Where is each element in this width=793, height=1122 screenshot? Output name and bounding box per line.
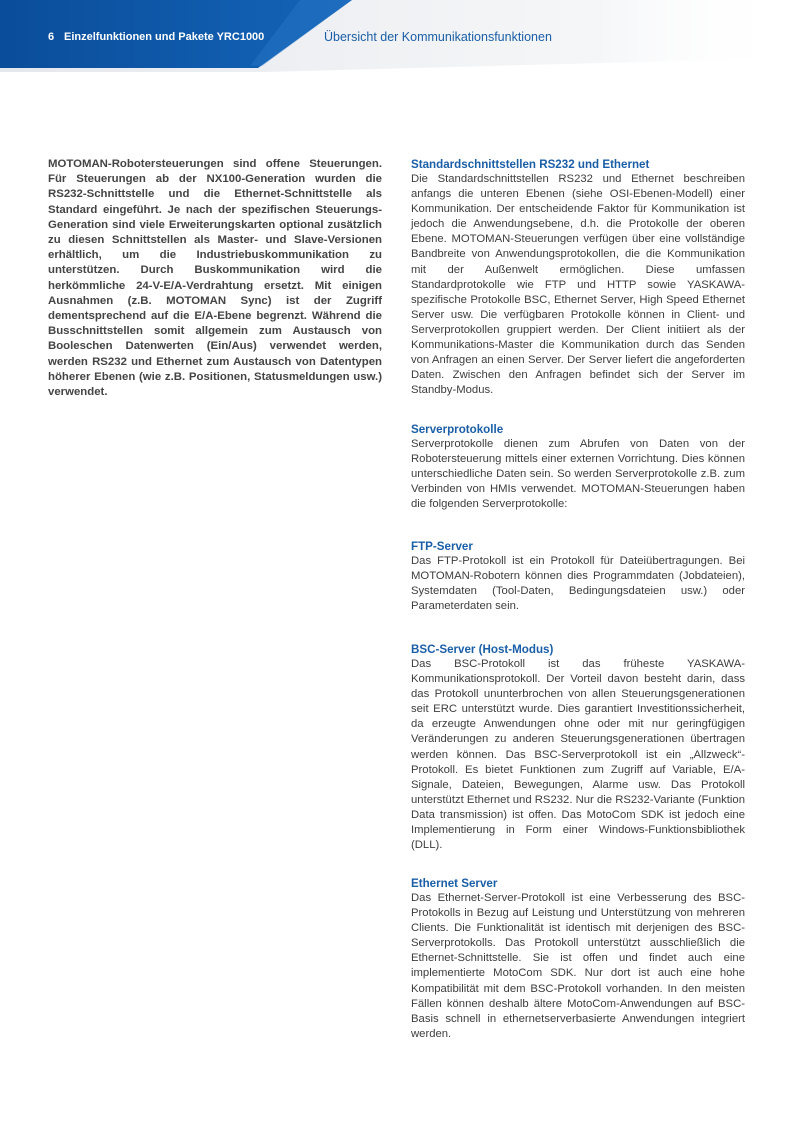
section-body: Das FTP-Protokoll ist ein Protokoll für Dateiübertragungen. Bei MOTOMAN-Robotern können dies Programmdaten (Jobdateien), Systemdaten (Tool-Daten, Bedingungsdateien usw.) oder Parameterdaten sein.	[411, 555, 745, 613]
section-standard-interfaces	[411, 157, 745, 398]
intro-paragraph: MOTOMAN-Robotersteuerungen sind offene Steuerungen. Für Steuerungen ab der NX100-Generation wurden die RS232-Schnittstelle und die Ethernet-Schnittstelle als Standard eingeführt. Je nach der spezifischen Steuerungs-Generation sind viele Erweiterungskarten optional zusätzlich zu diesen Schnittstellen als Master- und Slave-Versionen erhältlich, um die Industriebuskommunikation zu unterstützen. Durch Buskommunikation wird die herkömmliche 24-V-E/A-Verdrahtung ersetzt. Mit einigen Ausnahmen (z.B. MOTOMAN Sync) ist der Zugriff dementsprechend auf die E/A-Ebene begrenzt. Während die Busschnittstellen somit allgemein zum Austausch von Booleschen Datenwerten (Ein/Aus) verwendet werden, werden RS232 und Ethernet zum Austausch von Datentypen höherer Ebenen (wie z.B. Positionen, Statusmeldungen usw.) verwendet.	[48, 158, 382, 399]
section-body: Das Ethernet-Server-Protokoll ist eine Verbesserung des BSC-Protokolls in Bezug auf Leistung und Unterstützung von mehreren Clients. Die Funktionalität ist identisch mit derjenigen des BSC-Serverprotokolls. Das Protokoll unterstützt ausschließlich die Ethernet-Schnittstelle. Sie ist offen und findet auch eine implementierte MotoCom SDK. Nur dort ist auch eine hohe Kompatibilität mit dem BSC-Protokoll vorhanden. In den meisten Fällen können deshalb ältere MotoCom-Anwendungen auf BSC-Basis schnell in ethernetserverbasierte Anwendungen integriert werden.	[411, 892, 745, 1040]
page-header	[0, 0, 793, 72]
section-server-protocols	[411, 422, 745, 512]
section-heading: Serverprotokolle	[411, 423, 504, 436]
section-body: Das BSC-Protokoll ist das früheste YASKAWA-Kommunikationsprotokoll. Der Vorteil davon besteht darin, dass das Protokoll ununterbrochen von allen Steuerungsgenerationen seit ERC unterstützt wurde. Dies garantiert Investitionssicherheit, da erzeugte Anwendungen ohne oder mit nur geringfügigen Veränderungen zu anderen Steuerungsgenerationen übertragen werden können. Das BSC-Serverprotokoll ist ein „Allzweck“-Protokoll. Es bietet Funktionen zum Zugriff auf Variable, E/A-Signale, Dateien, Bewegungen, Alarme usw. Das Protokoll unterstützt Ethernet und RS232. Nur die RS232-Variante (Funktion Data transmission) ist offen. Das MotoCom SDK ist jedoch eine Implementierung in Form einer Windows-Funktionsbibliothek (DLL).	[411, 658, 745, 852]
section-body: Die Standardschnittstellen RS232 und Ethernet beschreiben anfangs die unteren Ebenen (siehe OSI-Ebenen-Modell) einer Kommunikation. Der entscheidende Faktor für Kommunikation ist jedoch die Anwendungsebene, d.h. die Protokolle der oberen Ebene. MOTOMAN-Steuerungen verfügen über eine vollständige Bandbreite von Anwendungsprotokollen, die die Kommunikation mit der Außenwelt ermöglichen. Diese umfassen Standardprotokolle wie FTP und HTTP sowie YASKAWA-spezifische Protokolle BSC, Ethernet Server, High Speed Ethernet Server usw. Die verfügbaren Protokolle können in Client- und Serverprotokollen gruppiert werden. Der Client initiiert als der Kommunikations-Master die Kommunikation durch das Senden von Anfragen an einen Server. Der Server liefert die angeforderten Daten. Zwischen den Anfragen befindet sich der Server im Standby-Modus.	[411, 173, 745, 397]
section-ftp-server	[411, 539, 745, 614]
section-heading: BSC-Server (Host-Modus)	[411, 643, 554, 656]
section-heading: Ethernet Server	[411, 877, 498, 890]
section-heading: Standardschnittstellen RS232 und Ethernet	[411, 158, 650, 171]
page-number: 6	[48, 31, 55, 43]
header-chapter-title: Übersicht der Kommunikationsfunktionen	[324, 30, 552, 44]
header-section-title: Einzelfunktionen und Pakete YRC1000	[64, 31, 265, 43]
section-bsc-server	[411, 642, 745, 853]
section-ethernet-server	[411, 876, 745, 1042]
section-heading: FTP-Server	[411, 540, 473, 553]
section-body: Serverprotokolle dienen zum Abrufen von Daten von der Robotersteuerung mittels einer externen Vorrichtung. Dies können unterschiedliche Daten sein. So werden Serverprotokolle z.B. zum Verbinden von HMIs verwendet. MOTOMAN-Steuerungen haben die folgenden Serverprotokolle:	[411, 438, 745, 511]
